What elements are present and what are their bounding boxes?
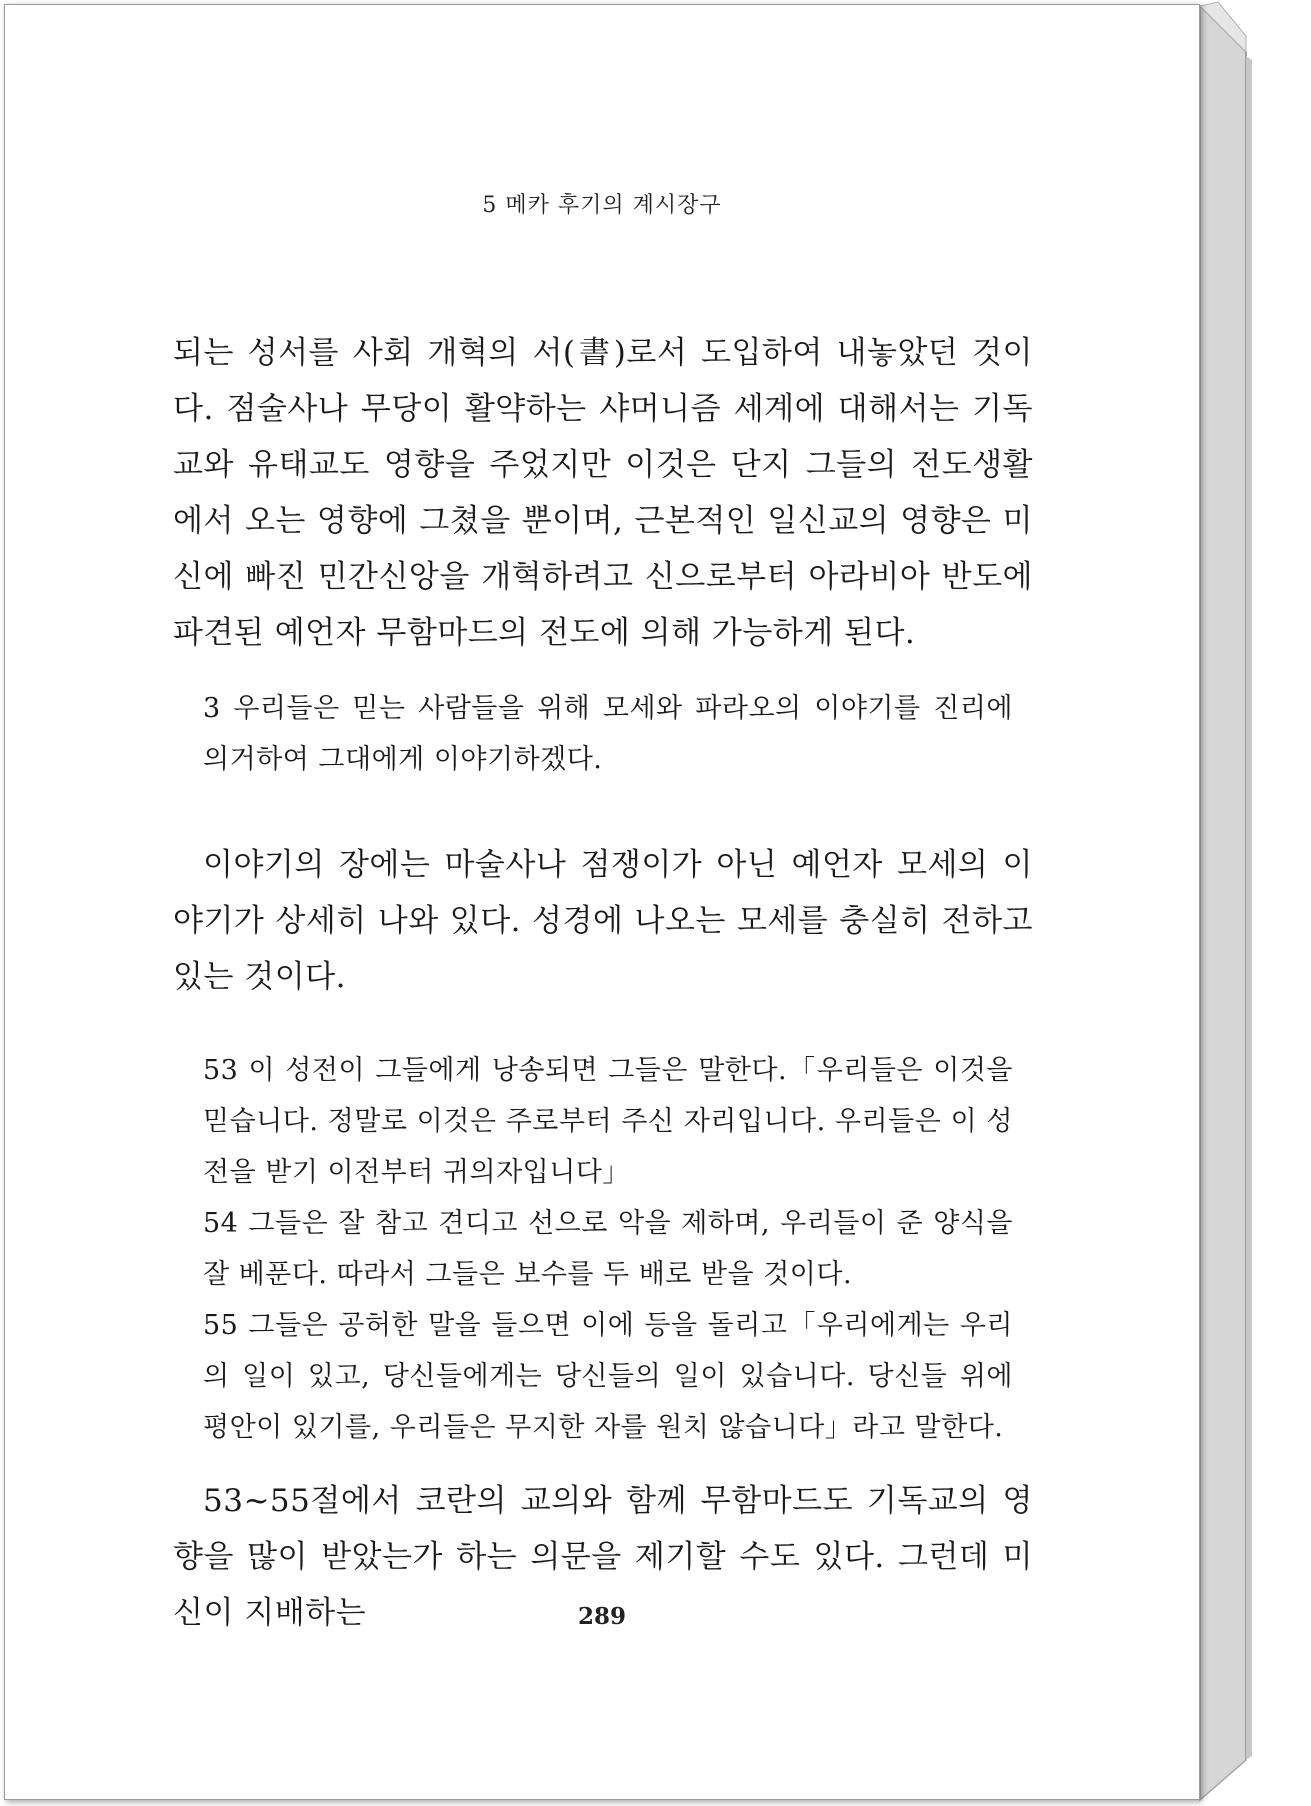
verse-55 <box>173 1300 1033 1453</box>
verse-53 <box>173 1045 1033 1198</box>
book-page <box>4 4 1200 1800</box>
body-text: 이야기의 장에는 마술사나 점쟁이가 아닌 예언자 모세의 이야기가 상세히 나와 있다. 성경에 나오는 모세를 충실히 전하고 있는 것이다. <box>173 847 1033 995</box>
page-number: 289 <box>577 1603 626 1630</box>
verse-54 <box>173 1198 1033 1300</box>
body-text: 53~55절에서 코란의 교의와 함께 무함마드도 기독교의 영향을 많이 받았는가 하는 의문을 제기할 수도 있다. 그런데 미신이 지배하는 <box>173 1483 1033 1631</box>
verse-text: 3 우리들은 믿는 사람들을 위해 모세와 파라오의 이야기를 진리에 의거하여 그대에게 이야기하겠다. <box>203 693 1013 775</box>
verse-3 <box>173 683 1033 785</box>
verse-text: 53 이 성전이 그들에게 낭송되면 그들은 말한다.「우리들은 이것을 믿습니다. 정말로 이것은 주로부터 주신 자리입니다. 우리들은 이 성전을 받기 이전부터 귀의자입니다」 <box>203 1055 1013 1188</box>
verse-text: 55 그들은 공허한 말을 들으면 이에 등을 돌리고「우리에게는 우리의 일이 있고, 당신들에게는 당신들의 일이 있습니다. 당신들 위에 평안이 있기를, 우리들은 무지한 자를 원치 않습니다」라고 말한다. <box>203 1310 1013 1443</box>
running-head: 5 메카 후기의 계시장구 <box>482 193 722 218</box>
body-text: 되는 성서를 사회 개혁의 서(書)로서 도입하여 내놓았던 것이다. 점술사나 무당이 활약하는 샤머니즘 세계에 대해서는 기독교와 유태교도 영향을 주었지만 이것은 단지 그들의 전도생활에서 오는 영향에 그쳤을 뿐이며, 근본적인 일신교의 영향은 미신에 빠진 민간신앙을 개혁하려고 신으로부터 아라비아 반도에 파견된 예언자 무함마드의 전도에 의해 가능하게 된다. <box>173 335 1033 651</box>
verse-text: 54 그들은 잘 참고 견디고 선으로 악을 제하며, 우리들이 준 양식을 잘 베푼다. 따라서 그들은 보수를 두 배로 받을 것이다. <box>203 1208 1013 1290</box>
paragraph-2 <box>173 837 1033 1005</box>
paragraph-1 <box>173 325 1033 661</box>
